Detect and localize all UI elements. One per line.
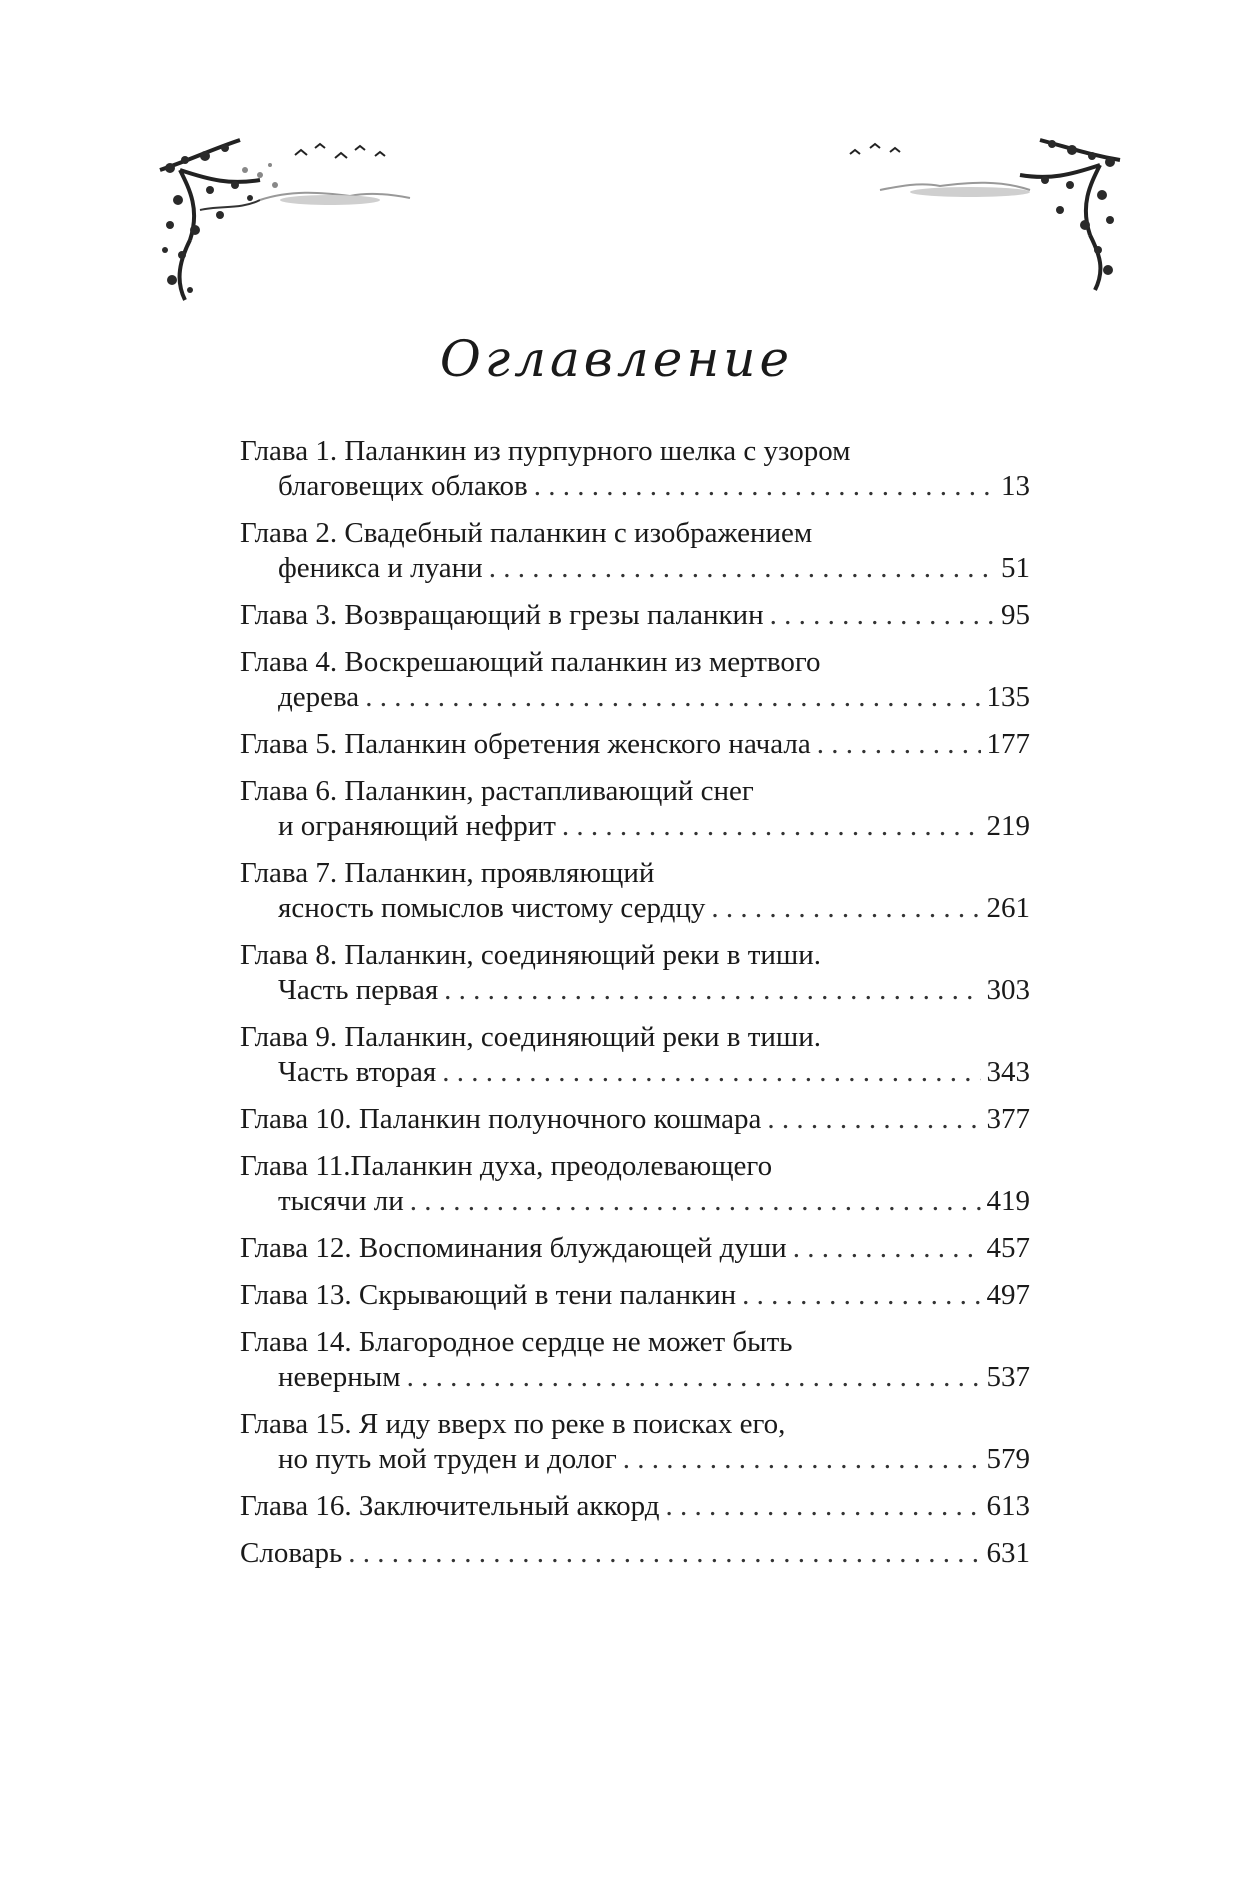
toc-entry-row [240, 973, 1030, 1008]
toc-page-number: 457 [986, 1232, 1030, 1264]
toc-entry[interactable] [240, 645, 1030, 715]
toc-page-number: 219 [986, 810, 1030, 842]
toc-entry-title: Глава 1. Паланкин из пурпурного шелка с узором [240, 435, 851, 467]
toc-entry-row [240, 469, 1030, 504]
dot-leader [665, 1489, 980, 1524]
toc-entry-title: Словарь [240, 1537, 343, 1569]
toc-entry-title: и ограняющий нефрит [278, 810, 556, 842]
toc-page-number: 579 [986, 1443, 1030, 1475]
toc-entry-title: ясность помыслов чистому сердцу [278, 892, 706, 924]
toc-entry-title: Глава 7. Паланкин, проявляющий [240, 857, 655, 889]
toc-entry-title: Глава 14. Благородное сердце не может быть [240, 1326, 793, 1358]
toc-entry-title: Глава 6. Паланкин, растапливающий снег [240, 775, 754, 807]
toc-page-number: 51 [1001, 552, 1030, 584]
toc-entry-title: дерева [278, 681, 360, 713]
toc-entry-title: Глава 3. Возвращающий в грезы паланкин [240, 599, 764, 631]
toc-entry-title: но путь мой труден и долог [278, 1443, 617, 1475]
toc-entry-title: Глава 10. Паланкин полуночного кошмара [240, 1103, 762, 1135]
toc-entry[interactable] [240, 1102, 1030, 1137]
toc-entry[interactable] [240, 1489, 1030, 1524]
page-title: Оглавление [439, 330, 794, 388]
toc-page-number: 303 [986, 974, 1030, 1006]
toc-entry-title: Глава 13. Скрывающий в тени паланкин [240, 1279, 737, 1311]
toc-entry[interactable] [240, 938, 1030, 1008]
toc-entry-row [240, 1278, 1030, 1313]
dot-leader [793, 1231, 981, 1266]
toc-entry[interactable] [240, 1020, 1030, 1090]
toc-entry-row [240, 1536, 1030, 1571]
toc-page-number: 631 [986, 1537, 1030, 1569]
cherry-blossom-branch-icon [150, 130, 550, 310]
toc-entry-title: Глава 4. Воскрешающий паланкин из мертвого [240, 646, 821, 678]
dot-leader [767, 1102, 980, 1137]
toc-page-number: 613 [986, 1490, 1030, 1522]
toc-entry[interactable] [240, 1278, 1030, 1313]
cherry-blossom-branch-icon [830, 130, 1130, 310]
table-of-contents [240, 434, 1030, 1583]
dot-leader [365, 680, 980, 715]
toc-entry[interactable] [240, 774, 1030, 844]
toc-entry-title: неверным [278, 1361, 401, 1393]
toc-page-number: 377 [986, 1103, 1030, 1135]
toc-entry-title: Глава 8. Паланкин, соединяющий реки в тиши. [240, 939, 822, 971]
dot-leader [623, 1442, 981, 1477]
dot-leader [442, 1055, 980, 1090]
toc-entry[interactable] [240, 598, 1030, 633]
toc-page-number: 135 [986, 681, 1030, 713]
toc-entry-title: Глава 9. Паланкин, соединяющий реки в тиши. [240, 1021, 822, 1053]
toc-page-number: 419 [986, 1185, 1030, 1217]
dot-leader [407, 1360, 981, 1395]
toc-entry-title: Глава 5. Паланкин обретения женского начала [240, 728, 811, 760]
toc-entry-row [240, 1055, 1030, 1090]
toc-entry[interactable] [240, 434, 1030, 504]
toc-entry-title: Глава 15. Я иду вверх по реке в поисках его, [240, 1408, 786, 1440]
toc-entry-row [240, 809, 1030, 844]
toc-entry[interactable] [240, 727, 1030, 762]
dot-leader [562, 809, 981, 844]
toc-entry[interactable] [240, 1407, 1030, 1477]
toc-entry-row [240, 727, 1030, 762]
toc-entry[interactable] [240, 1536, 1030, 1571]
toc-entry-title: Глава 12. Воспоминания блуждающей души [240, 1232, 787, 1264]
dot-leader [711, 891, 980, 926]
dot-leader [348, 1536, 980, 1571]
toc-entry[interactable] [240, 516, 1030, 586]
toc-page-number: 95 [1001, 599, 1030, 631]
toc-entry-title: феникса и луани [278, 552, 483, 584]
toc-entry-row [240, 1489, 1030, 1524]
toc-entry-title: благовещих облаков [278, 470, 528, 502]
toc-entry-title: Часть вторая [278, 1056, 437, 1088]
dot-leader [489, 551, 995, 586]
toc-page-number: 261 [986, 892, 1030, 924]
toc-entry-title: Глава 11.Паланкин духа, преодолевающего [240, 1150, 773, 1182]
toc-page-number: 177 [986, 728, 1030, 760]
toc-entry[interactable] [240, 1231, 1030, 1266]
toc-entry-row [240, 598, 1030, 633]
toc-entry-row [240, 1231, 1030, 1266]
dot-leader [770, 598, 995, 633]
toc-page-number: 343 [986, 1056, 1030, 1088]
toc-entry-row [240, 1102, 1030, 1137]
toc-entry-row [240, 1442, 1030, 1477]
toc-page-number: 497 [986, 1279, 1030, 1311]
dot-leader [817, 727, 981, 762]
ornament-left [150, 130, 550, 310]
toc-entry-title: Часть первая [278, 974, 439, 1006]
toc-page-number: 13 [1001, 470, 1030, 502]
toc-entry-row [240, 551, 1030, 586]
toc-entry[interactable] [240, 856, 1030, 926]
dot-leader [534, 469, 995, 504]
dot-leader [444, 973, 980, 1008]
dot-leader [742, 1278, 980, 1313]
toc-entry-title: Глава 2. Свадебный паланкин с изображением [240, 517, 813, 549]
toc-entry-row [240, 680, 1030, 715]
dot-leader [410, 1184, 981, 1219]
toc-entry[interactable] [240, 1149, 1030, 1219]
toc-entry[interactable] [240, 1325, 1030, 1395]
toc-entry-row [240, 1184, 1030, 1219]
toc-entry-row [240, 1360, 1030, 1395]
toc-entry-title: Глава 16. Заключительный аккорд [240, 1490, 660, 1522]
ornament-right [830, 130, 1230, 310]
toc-entry-row [240, 891, 1030, 926]
toc-entry-title: тысячи ли [278, 1185, 404, 1217]
toc-page-number: 537 [986, 1361, 1030, 1393]
